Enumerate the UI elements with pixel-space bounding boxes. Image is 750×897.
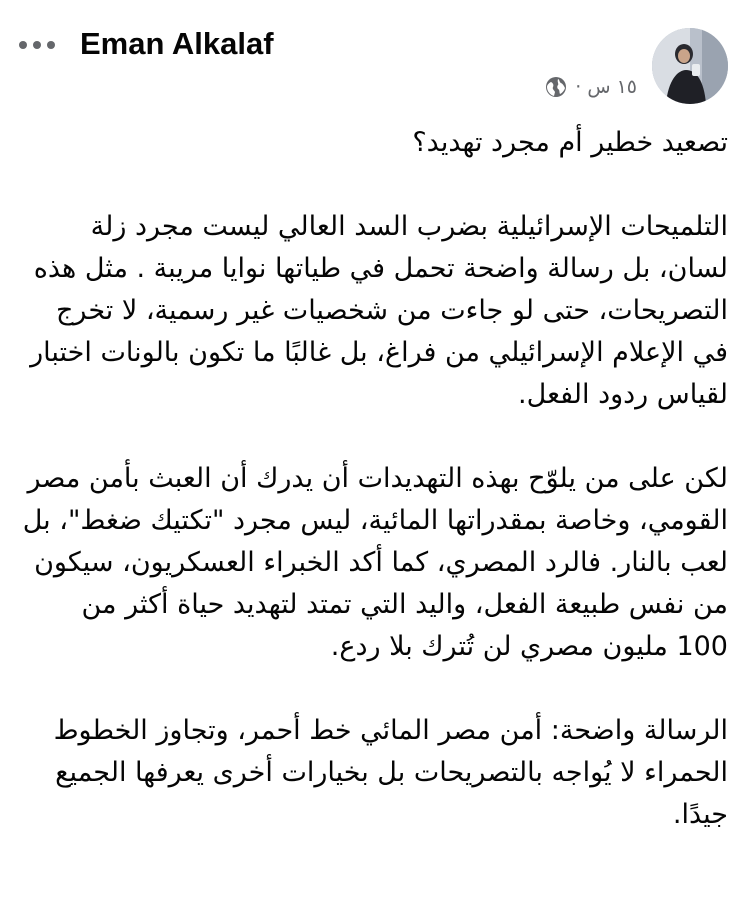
avatar-image	[652, 28, 728, 104]
post-paragraph: لكن على من يلوّح بهذه التهديدات أن يدرك أن العبث بأمن مصر القومي، وخاصة بمقدراتها المائية، ليس مجرد "تكتيك ضغط"، بل لعب بالنار. فالرد المصري، كما أكد الخبراء العسكريون، سيكون من نفس طبيعة الفعل، واليد التي تمتد لتهديد حياة أكثر من 100 مليون مصري لن تُترك بلا ردع.	[22, 463, 728, 662]
paragraph-gap	[22, 416, 728, 458]
globe-icon[interactable]	[545, 76, 567, 98]
post-meta	[545, 72, 637, 102]
post-timestamp[interactable]: ١٥ س ·	[575, 76, 637, 98]
post-paragraph: التلميحات الإسرائيلية بضرب السد العالي ليست مجرد زلة لسان، بل رسالة واضحة تحمل في طياتها نوايا مريبة . مثل هذه التصريحات، حتى لو جاءت من شخصيات غير رسمية، لا تخرج في الإعلام الإسرائيلي من فراغ، بل غالبًا ما تكون بالونات اختبار لقياس ردود الفعل.	[30, 211, 728, 410]
more-dots-icon	[33, 41, 41, 49]
post-paragraph: الرسالة واضحة: أمن مصر المائي خط أحمر، وتجاوز الخطوط الحمراء لا يُواجه بالتصريحات بل بخيارات أخرى يعرفها الجميع جيدًا.	[53, 715, 728, 830]
post-heading: تصعيد خطير أم مجرد تهديد؟	[412, 127, 728, 158]
post-text	[22, 122, 728, 836]
more-dots-icon	[19, 41, 27, 49]
paragraph-gap	[22, 668, 728, 710]
author-name[interactable]: Eman Alkalaf	[80, 26, 274, 61]
more-dots-icon	[47, 41, 55, 49]
avatar[interactable]	[652, 28, 728, 104]
paragraph-gap	[22, 164, 728, 206]
more-options-button[interactable]	[10, 30, 64, 60]
